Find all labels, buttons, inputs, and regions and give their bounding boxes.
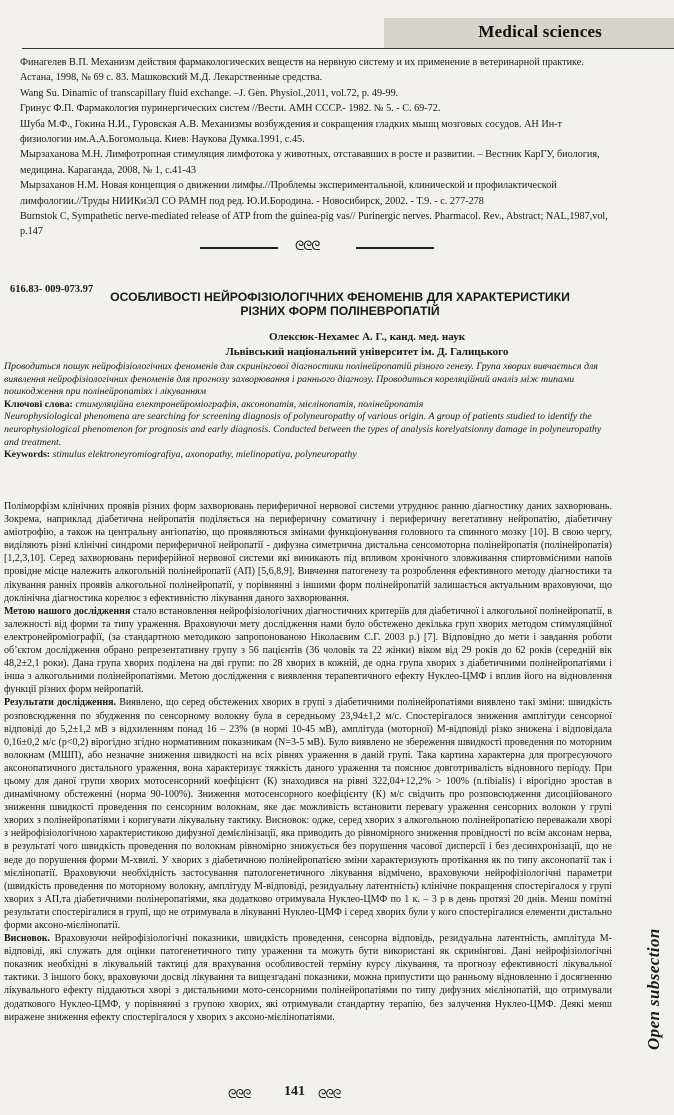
reference-item: Burnstok C, Sympathetic nerve-mediated release of ATP from the guinea-pig vas// Purinergic nerves. Pharmacol. Rev., Abstract; NAL,1987,vol, p.147 [20,211,608,238]
abstract-ukrainian: Проводиться пошук нейрофізіологічних феноменів для скринінгової діагностики полінейропатій різного генезу. Група хворих вивчається для виявлення нейрофізіологічних феноменів для прогнозу захворювання і раннього діагнозу. Проводиться кореляційний аналіз між типами пошкодження при полінейропатіях і лікуванням [4,361,598,398]
reference-list [0,55,612,240]
scroll-ornament-icon: ᘓᘓᘓ [295,238,320,253]
paragraph-lead: Висновок. [4,933,50,945]
footer-ornament-right-icon: ᘓᘓᘓ [318,1087,341,1101]
reference-item: Wang Su. Dinamic of transcapillary fluid exchange. –J. Gen. Physiol.,2011, vol.72, p. 49-99. [20,87,399,99]
body-paragraph-intro: Поліморфізм клінічних проявів різних форм захворювань периферичної нервової системи утруднює ранню діагностику даних захворювань. Зокрема, наприклад діабетична нейропатія поділяється на периферичну соматичну і периферичну вегетативну нейропатію, діабетичну аміотрофію, а також на центральну ангіопатію, що проявляються змінами функціонування головного та спинного мозку [10]. В свою чергу, виділяють різні клінічні синдроми периферичної нейропатії - дифузна симетрична дистальна сенсомоторна полінейропатія (полінейропатія) [1,2,3,10]. Серед захворювань периферійної нервової системи які виникають під впливом хронічного зловживання спиртовмісними напоїв провідне місце належить алкогольній полінейропатії (АП) [5,6,8,9]. Вивчення патогенезу та розроблення ефективного методу діагностики та лікування ранніх проявів алкогольної полінейропатії, у порівнянні з іншими форм полінейропатій залишається актуальним враховуючи, що доклінічна діагностика корелює з ефективністю лікування даного захворювання. [4,501,612,604]
keywords-label: Keywords: [4,449,51,461]
section-title: Medical sciences [478,22,602,41]
reference-item: Мырзаханова М.Н. Лимфотропная стимуляция лимфотока у животных, отстававших в росте и развитии. – Вестник КарГУ, биология, медицина. Караганда, 2008, № 1, с.41-43 [20,149,600,176]
divider-line-right [356,247,434,249]
side-section-label: Open subsection [644,928,663,1050]
article-title-line-1: ОСОБЛИВОСТІ НЕЙРОФІЗІОЛОГІЧНИХ ФЕНОМЕНІВ ДЛЯ ХАРАКТЕРИСТИКИ [110,290,570,304]
abstract-english: Neurophysiological phenomena are searching for screening diagnosis of polyneuropathy of various origin. A group of patients studied to identify the neurophysiological phenomenon for prognosis and early diagnosis. Conducted between the types of analysis korelyatsionny damage in polyneuropathy and treatment. [4,411,602,448]
reference-item: Шуба М.Ф., Гокина Н.И., Гуровская А.В. Механизмы возбуждения и сокращения гладких мышц мозговых сосудов. АН Ин-т физиологии им.А.А.Богомольца. Киев: Наукова Думка.1991, с.45. [20,118,562,146]
keywords-english: Keywords: stimulus elektroneyromiografiya, axonopathy, mielinopatiya, polyneuropathy [4,449,357,461]
body-paragraph-conclusion: Висновок. Враховуючи нейрофізіологічні показники, швидкість проведення, сенсорна відповідь, резидуальна латентність, амплітуда М-відповіді, які служать для оцінки патогенетичного типу ураження та можуть бути використані як скринінгові. Дані нейрофізіологічні показник необхідні в лікувальній тактиці для врахування особливостей терміну курсу лікування, та прогнозу ефективності лікувальної тактики. З іншого боку, враховуючи досвід лікування та вищезгадані показники, можна припустити що ранньому відновленню і досягненню лікувального ефекту піддаються хворі з дистальними мото-сенсорними полінейропатіями по типу дифузних мієлінопатій, що отримували додаткового Нуклео-ЦМФ, у порівнянні з групою хворих, які отримували стандартну терапію, без залучення Нуклео-ЦМФ. Деякі менш виражене зниження ефекту спостерігалося у хворих з аксоно-мієлінопатіями. [4,933,612,1023]
reference-item: Мырзаханов Н.М. Новая концепция о движении лимфы.//Проблемы экспериментальной, клинической и профилактической лимфологии.//Труды НИИКиЭЛ СО РАМН под ред. Ю.И.Бородина. - Новосибирск, 2002. - Т.9. - с. 277-278 [20,180,557,207]
article-title-line-2: РІЗНИХ ФОРМ ПОЛІНЕВРОПАТІЙ [240,304,440,318]
udc-code: 616.83- 009-073.97 [10,284,94,295]
reference-item: Гринус Ф.П. Фармакология пуринергических систем //Вести. АМН СССР.- 1982. № 5. - С. 69-72. [20,103,441,115]
keywords-label: Ключові слова: [4,398,73,410]
paragraph-lead: Результати дослідження. [4,697,117,709]
article-title [40,290,640,318]
reference-item: Финагелев В.П. Механизм действия фармакологических веществ на нервную систему и их применение в ветеринарной практике. Астана, 1998, № 69 с. 83. Машковский М.Д. Лекарственные средства. [20,57,584,84]
body-paragraph-results: Результати дослідження. Виявлено, що серед обстежених хворих в групі з діабетичними полінейропатіями виявлено такі зміни: швидкість розповсюдження по збудження по сенсорному волокну була в середньому 23,94±1,2 м/с. Спостерігалося зниження амплітуди сенсорної відповіді до 5,2±1,2 мВ з відхиленням понад 16 – 23% (в нормі 10-45 мВ), амплітуда (моторної) М-відповіді різко знижена і відповідала 0,16±0,2 м/с (р<0,2) вірогідно згідно нормативним показникам (N=3-5 мВ). Було виявлено не збереження швидкості проведення по моторним волокнам (МШП), або незначне зниження швидкості на всіх рівнях ураження в даній групі. Така картина характерна для прогресуючого аксонопатичного дистального ураження, вона характеризує тяжкість даного ураження та пояснює довготривалість відновного періоду. При цьому для даної групи хворих мотосенсорний коефіцієнт (К) знаходився на рівні 322,04+12,2% > 100% (n.tibialis) і вірогідно зростав в динамічному обстеженні (норма 90-100%). Зниження мотосенсорного коефіцієнту (К) м/с свідчить про розповсюдження дисоційованого зниження швидкості проведення по сенсорним волокнам, яке дає можливість встановити перевагу ураження сенсорних волокон у групі хворих з полінейропатіями і коригувати лікувальну тактику. Висновок: одже, серед хворих з алкогольною полінейропатією переважали хворі з нейрофізіологічною характеристикою дифузної демієлінізації, яка приводить до рівномірного зниження провідності по всім аксонам нерва, в результаті чого швидкість проведення по волокнам рівномірно знижується без порушення часової дисперсії і без десинхронізації, що не веде до порушення форми М-хвилі. У хворих з діабетичною полінейропатією зміни характеризують протікання як по типу аксонопатії так і мієлінопатії. Враховуючи необхідність застосування патологенетичного лікування відмічено, враховуючи нейрофізіологічні параметри (швидкість проведення по моторному волокну, амплітуду М-відповіді, резидуальну латентність) клінічне покращення спостерігалося у групі хворих з АП,та діабетичними полінеропатіями, яка додатково отримувала Нуклео-ЦМФ по 1 к. – 3 р в день протязі 20 днів. Менш помітні результати спостерігалися в групі, що не отримувала в лікуванні Нуклео-ЦМФ і серед хворих були у кого спостерігалися елементи дистально форми аксоно-мієлінопатії. [4,697,612,931]
article-author: Олексюк-Нехамес А. Г., канд. мед. наук [268,331,466,343]
paragraph-lead: Метою нашого дослідження [4,605,131,617]
divider-line-left [200,247,278,249]
article-body [4,500,612,1024]
keywords-ukrainian: Ключові слова: стимуляційна електронейроміографія, аксонопатія, мієлінопатія, полінейропатія [4,398,424,410]
header-rule [22,48,674,49]
section-divider-ornament [200,238,434,255]
article-affiliation: Львівський національний університет ім. Д. Галицького [225,346,509,358]
body-paragraph-aim: Метою нашого дослідження стало встановлення нейрофізіологічних діагностичних критеріїв для діабетичної і алкогольної полінейропатії, в залежності від форми та типу ураження. Враховуючи мету дослідження нами було обстежено декілька груп хворих методом стимуляційної електронейроміографії, (за стандартною методикою запропонованою Ніколаєвим С.Г. 2003 р.) [7]. Відповідно до мети і завдання роботи об’єктом дослідження обрано репрезентативну групу з 56 пацієнтів (36 чоловік та 22 жінки) віком від 29 років до 62 років (середній вік 48,2±2,1 роки). Дана група хворих поділена на дві групи: по 28 хворих в кожній, де одна група хворих з діабетичними полінейропатіями і інша з алкогольними полінейропатіями. Метою дослідження є виявлення терапевтичного ефекту Нуклео-ЦМФ і вплив його на відновлення функції різних форм нейропатій. [4,605,612,696]
footer-ornament-left-icon: ᘓᘓᘓ [228,1087,251,1101]
page-number: 141 [284,1084,305,1099]
abstract [4,361,608,462]
section-header [384,18,674,48]
